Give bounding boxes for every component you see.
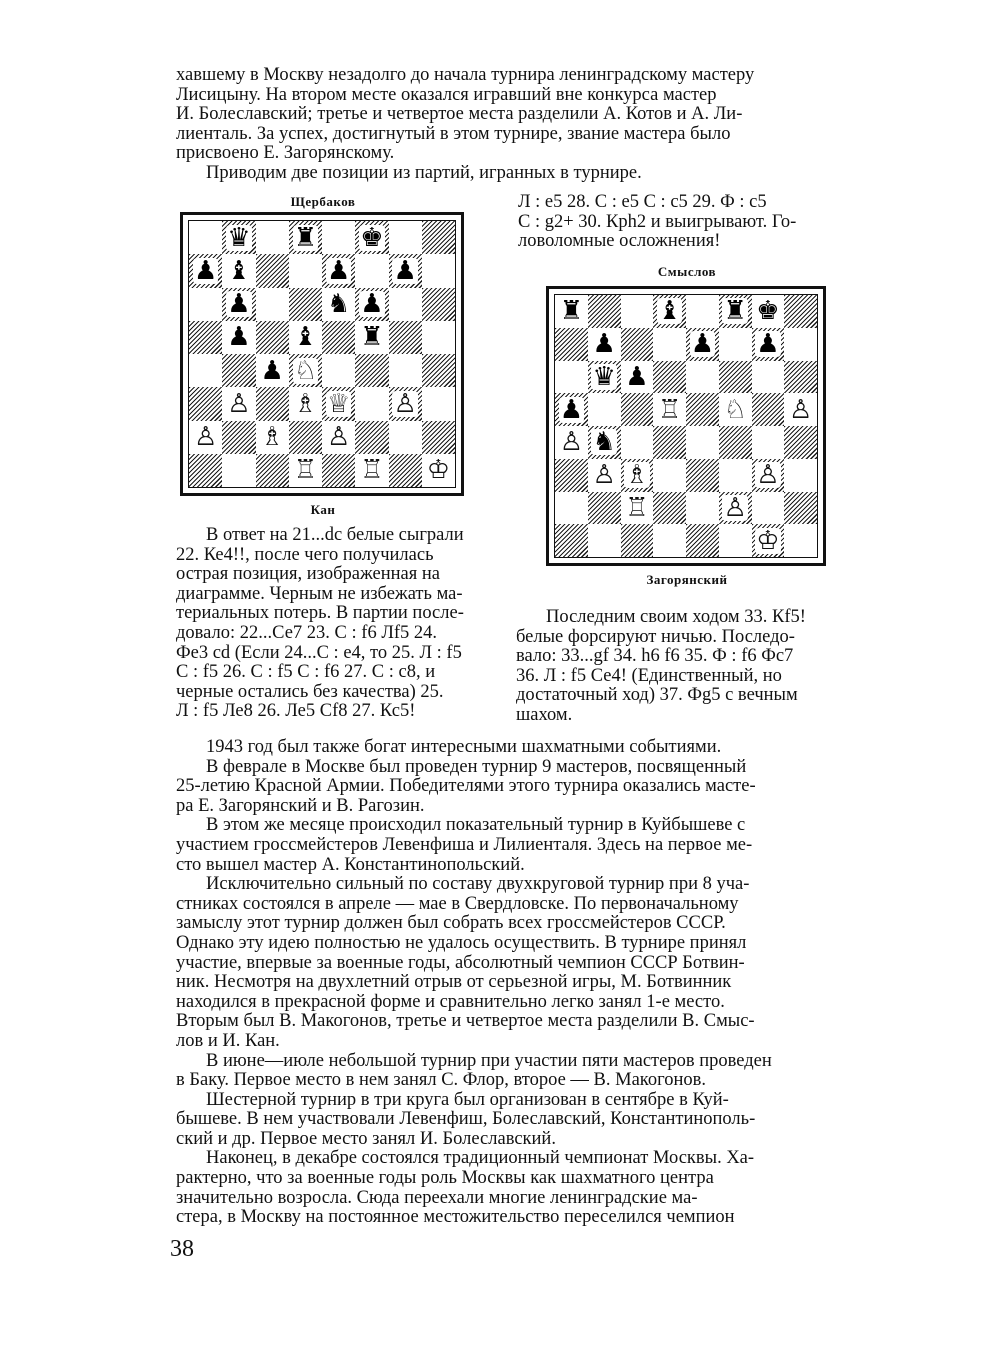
paragraph-first-line: 1943 год был также богат интересными шахматными событиями. xyxy=(206,737,722,757)
board-square xyxy=(621,459,654,492)
text-line: острая позиция, изображенная на xyxy=(176,564,440,585)
black-pawn-icon: ♟ xyxy=(360,289,384,320)
text-line: бышеве. В нем участвовали Левенфиш, Болеславский, Константинополь- xyxy=(176,1109,756,1130)
board-square xyxy=(588,524,621,557)
board-square xyxy=(422,254,455,287)
board-square xyxy=(322,354,355,387)
board-square xyxy=(256,288,289,321)
text-line: хавшему в Москву незадолго до начала турнира ленинградскому мастеру xyxy=(176,65,755,85)
board-square xyxy=(588,295,621,328)
board-square xyxy=(422,354,455,387)
board-square xyxy=(322,454,355,487)
text-line: Фе3 cd (Если 24...С : е4, то 25. Л : f5 xyxy=(176,642,462,663)
board-square xyxy=(784,328,817,361)
board-square xyxy=(222,321,255,354)
text-line: стниках состоялся в апреле — мае в Свердловске. По первоначальному xyxy=(176,893,739,914)
white-knight-icon: ♘ xyxy=(293,355,318,386)
black-king-icon: ♚ xyxy=(756,296,780,327)
white-pawn-icon: ♙ xyxy=(326,422,351,453)
board-square xyxy=(719,328,752,361)
white-king-icon: ♔ xyxy=(426,455,451,486)
board-square xyxy=(422,454,455,487)
board-square xyxy=(752,361,785,394)
text-line: шахом. xyxy=(516,704,573,725)
board-square xyxy=(686,393,719,426)
board-square xyxy=(555,426,588,459)
paragraph-first-line: В июне—июле небольшой турнир при участии пяти мастеров проведен xyxy=(206,1050,772,1071)
board-square xyxy=(555,524,588,557)
board-square xyxy=(686,459,719,492)
text-line: В ответ на 21...dc белые сыграли xyxy=(206,525,464,545)
board-square xyxy=(621,524,654,557)
black-pawn-icon: ♟ xyxy=(592,329,616,360)
black-rook-icon: ♜ xyxy=(723,296,747,327)
text-line: лов и И. Кан. xyxy=(176,1030,280,1051)
diagram1-bottom-label: Кан xyxy=(310,502,336,517)
board-square xyxy=(555,328,588,361)
text-line: диаграмме. Черным не избежать ма- xyxy=(176,583,463,604)
text-line: С : f5 26. С : f5 С : f6 27. С : с8, и xyxy=(176,662,436,683)
board-square xyxy=(752,459,785,492)
text-line: рактерно, что за военные годы роль Москвы как шахматного центра xyxy=(176,1168,714,1189)
text-line: териальных потерь. В партии после- xyxy=(176,603,464,624)
board-square xyxy=(355,288,388,321)
board-square xyxy=(355,387,388,420)
diagram2-commentary xyxy=(516,608,836,726)
text-line: в Баку. Первое место в нем занял С. Флор, второе — В. Макогонов. xyxy=(176,1070,706,1091)
page-number: 38 xyxy=(170,1236,194,1262)
board-square xyxy=(422,387,455,420)
board-square xyxy=(322,254,355,287)
text-line: находился в прекрасной форме и сравнительно легко занял 1-е место. xyxy=(176,991,725,1012)
board-square xyxy=(784,426,817,459)
board-square xyxy=(222,288,255,321)
board-square xyxy=(653,492,686,525)
white-rook-icon: ♖ xyxy=(657,394,682,425)
paragraph-first-line: Наконец, в декабре состоялся традиционный чемпионат Москвы. Ха- xyxy=(206,1148,755,1169)
white-pawn-icon: ♙ xyxy=(723,492,747,523)
white-pawn-icon: ♙ xyxy=(227,388,251,419)
board-square xyxy=(752,328,785,361)
text-line: участие, впервые за военные годы, абсолютный чемпион СССР Ботвин- xyxy=(176,952,745,973)
board-square xyxy=(686,426,719,459)
white-bishop-icon: ♗ xyxy=(293,388,318,419)
text-line: Последним своим ходом 33. Кf5! xyxy=(546,607,806,627)
black-pawn-icon: ♟ xyxy=(625,361,649,392)
board-square xyxy=(189,454,222,487)
diagram1-board-frame xyxy=(180,212,464,496)
board-square xyxy=(289,421,322,454)
board-square xyxy=(322,288,355,321)
board-square xyxy=(784,459,817,492)
intro-line: Приводим две позиции из партий, игранных в турнире. xyxy=(206,162,642,183)
diagram2-bottom-label: Загорянский xyxy=(646,572,728,587)
text-line: ский и др. Первое место занял И. Болеславский. xyxy=(176,1128,556,1149)
board-square xyxy=(222,421,255,454)
text-line: достаточный ход) 37. Фg5 с вечным xyxy=(516,685,798,706)
white-pawn-icon: ♙ xyxy=(559,427,584,458)
board-square xyxy=(719,295,752,328)
board-square xyxy=(389,254,422,287)
board-square xyxy=(289,254,322,287)
white-pawn-icon: ♙ xyxy=(393,388,417,419)
black-rook-icon: ♜ xyxy=(293,222,318,253)
text-line: 36. Л : f5 Се4! (Единственный, но xyxy=(516,665,782,686)
board-square xyxy=(189,387,222,420)
text-line: Л : f5 Ле8 26. Ле5 Сf8 27. Кс5! xyxy=(176,701,416,722)
board-square xyxy=(653,524,686,557)
black-pawn-icon: ♟ xyxy=(393,255,417,286)
board-square xyxy=(719,459,752,492)
board-square xyxy=(189,288,222,321)
board-square xyxy=(686,524,719,557)
board-square xyxy=(588,426,621,459)
board-square xyxy=(719,492,752,525)
board-square xyxy=(588,393,621,426)
board-square xyxy=(588,328,621,361)
board-square xyxy=(189,421,222,454)
board-square xyxy=(222,354,255,387)
text-line: замыслу этот турнир должен был собрать всех гроссмейстеров СССР. xyxy=(176,913,726,934)
white-rook-icon: ♖ xyxy=(293,455,318,486)
board-square xyxy=(621,426,654,459)
text-line: 25-летию Красной Армии. Победителями этого турнира оказались масте- xyxy=(176,776,756,797)
black-queen-icon: ♛ xyxy=(592,361,616,392)
board-square xyxy=(621,328,654,361)
black-pawn-icon: ♟ xyxy=(193,255,218,286)
continuation-text xyxy=(518,193,836,252)
board-square xyxy=(752,524,785,557)
board-square xyxy=(389,321,422,354)
board-square xyxy=(588,459,621,492)
board-square xyxy=(322,221,355,254)
board-square xyxy=(752,393,785,426)
board-square xyxy=(289,387,322,420)
board-square xyxy=(355,354,388,387)
board-square xyxy=(289,454,322,487)
board-square xyxy=(555,492,588,525)
black-rook-icon: ♜ xyxy=(360,322,384,353)
board-square xyxy=(653,295,686,328)
board-square xyxy=(653,361,686,394)
board-square xyxy=(189,221,222,254)
board-square xyxy=(719,524,752,557)
board-square xyxy=(621,295,654,328)
board-square xyxy=(256,254,289,287)
board-square xyxy=(555,295,588,328)
board-square xyxy=(355,221,388,254)
black-bishop-icon: ♝ xyxy=(227,255,251,286)
board-square xyxy=(322,421,355,454)
black-queen-icon: ♛ xyxy=(227,222,251,253)
board-square xyxy=(389,221,422,254)
text-line: ник. Несмотря на двухлетний отрыв от серьезной игры, М. Ботвинник xyxy=(176,972,732,993)
paragraph-first-line: Исключительно сильный по составу двухкруговой турнир при 8 уча- xyxy=(206,874,750,895)
black-pawn-icon: ♟ xyxy=(227,289,251,320)
board-square xyxy=(389,454,422,487)
text-line: И. Болеславский; третье и четвертое места разделили А. Котов и А. Ли- xyxy=(176,104,743,125)
black-knight-icon: ♞ xyxy=(326,289,351,320)
black-rook-icon: ♜ xyxy=(559,296,584,327)
board-square xyxy=(289,354,322,387)
text-line: С : g2+ 30. Крh2 и выигрывают. Го- xyxy=(518,211,797,232)
board-square xyxy=(222,221,255,254)
white-pawn-icon: ♙ xyxy=(788,394,813,425)
text-line: вало: 33...gf 34. h6 f6 35. Ф : f6 Фс7 xyxy=(516,646,794,667)
white-bishop-icon: ♗ xyxy=(625,460,649,491)
board-square xyxy=(686,328,719,361)
board-square xyxy=(256,421,289,454)
board-square xyxy=(588,492,621,525)
board-square xyxy=(389,288,422,321)
white-knight-icon: ♘ xyxy=(723,394,747,425)
board-square xyxy=(555,459,588,492)
board-square xyxy=(784,361,817,394)
board-square xyxy=(719,361,752,394)
board-square xyxy=(389,354,422,387)
board-square xyxy=(289,321,322,354)
black-pawn-icon: ♟ xyxy=(756,329,780,360)
text-line: черные остались без качества) 25. xyxy=(176,681,444,702)
top-paragraph xyxy=(176,66,834,184)
board-square xyxy=(256,354,289,387)
board-square xyxy=(322,387,355,420)
board-square xyxy=(189,354,222,387)
black-pawn-icon: ♟ xyxy=(559,394,584,425)
paragraph-first-line: Шестерной турнир в три круга был организован в сентябре в Куй- xyxy=(206,1089,729,1110)
board-square xyxy=(189,321,222,354)
text-line: Лисицыну. На втором месте оказался игравший вне конкурса мастер xyxy=(176,84,717,105)
white-rook-icon: ♖ xyxy=(625,492,649,523)
white-rook-icon: ♖ xyxy=(360,455,384,486)
board-square xyxy=(256,221,289,254)
board-square xyxy=(222,254,255,287)
paragraph-first-line: В этом же месяце происходил показательный турнир в Куйбышеве с xyxy=(206,815,746,836)
board-square xyxy=(686,295,719,328)
diagram1-commentary xyxy=(176,526,486,722)
board-square xyxy=(784,295,817,328)
board-square xyxy=(588,361,621,394)
black-pawn-icon: ♟ xyxy=(326,255,351,286)
board-square xyxy=(752,295,785,328)
text-line: белые форсируют ничью. Последо- xyxy=(516,626,795,647)
diagram2-top-label: Смыслов xyxy=(657,264,717,279)
text-line: ра Е. Загорянский и В. Рагозин. xyxy=(176,795,425,816)
text-line: Л : е5 28. С : е5 С : с5 29. Ф : с5 xyxy=(518,192,767,212)
board-square xyxy=(784,492,817,525)
text-line: лиенталь. За успех, достигнутый в этом турнире, звание мастера было xyxy=(176,123,731,144)
board-square xyxy=(752,492,785,525)
text-line: 22. Ке4!!, после чего получилась xyxy=(176,544,434,565)
board-square xyxy=(256,321,289,354)
board-square xyxy=(719,426,752,459)
board-square xyxy=(686,492,719,525)
diagram2-board-frame xyxy=(546,286,826,566)
board-square xyxy=(653,459,686,492)
board-square xyxy=(719,393,752,426)
board-square xyxy=(355,254,388,287)
text-line: ловоломные осложнения! xyxy=(518,231,721,252)
board-square xyxy=(422,288,455,321)
main-text xyxy=(176,738,834,1228)
board-square xyxy=(289,288,322,321)
text-line: стера, в Москву на постоянное местожительство переселился чемпион xyxy=(176,1207,735,1228)
white-bishop-icon: ♗ xyxy=(260,422,284,453)
board-square xyxy=(653,426,686,459)
board-square xyxy=(389,387,422,420)
white-pawn-icon: ♙ xyxy=(193,422,218,453)
board-square xyxy=(389,421,422,454)
board-square xyxy=(256,454,289,487)
board-square xyxy=(686,361,719,394)
paragraph-first-line: В феврале в Москве был проведен турнир 9 мастеров, посвященный xyxy=(206,756,747,777)
board-square xyxy=(189,254,222,287)
black-bishop-icon: ♝ xyxy=(657,296,682,327)
white-pawn-icon: ♙ xyxy=(592,460,616,491)
board-square xyxy=(355,321,388,354)
black-bishop-icon: ♝ xyxy=(293,322,318,353)
text-line: Однако эту идею полностью не удалось осуществить. В турнире принял xyxy=(176,932,747,953)
board-square xyxy=(555,361,588,394)
diagram2-chessboard xyxy=(554,294,818,558)
text-line: сто вышел мастер А. Константинопольский. xyxy=(176,854,525,875)
board-square xyxy=(256,387,289,420)
text-line: присвоено Е. Загорянскому. xyxy=(176,143,395,164)
black-knight-icon: ♞ xyxy=(592,427,616,458)
board-square xyxy=(555,393,588,426)
text-line: значительно возросла. Сюда переехали многие ленинградские ма- xyxy=(176,1187,698,1208)
board-square xyxy=(784,524,817,557)
board-square xyxy=(752,426,785,459)
board-square xyxy=(621,393,654,426)
board-square xyxy=(289,221,322,254)
diagram1-top-label: Щербаков xyxy=(290,194,356,209)
text-line: довало: 22...Се7 23. С : f6 Лf5 24. xyxy=(176,622,438,643)
board-square xyxy=(653,393,686,426)
board-square xyxy=(422,321,455,354)
board-square xyxy=(653,328,686,361)
black-pawn-icon: ♟ xyxy=(260,355,284,386)
diagram1-chessboard xyxy=(188,220,456,488)
board-square xyxy=(422,221,455,254)
board-square xyxy=(355,421,388,454)
board-square xyxy=(355,454,388,487)
black-pawn-icon: ♟ xyxy=(227,322,251,353)
board-square xyxy=(222,387,255,420)
board-square xyxy=(621,492,654,525)
white-queen-icon: ♕ xyxy=(326,388,351,419)
board-square xyxy=(222,454,255,487)
text-line: Вторым был В. Макогонов, третье и четвертое места разделили В. Смыс- xyxy=(176,1011,755,1032)
text-line: участием гроссмейстеров Левенфиша и Лилиенталя. Здесь на первое ме- xyxy=(176,834,753,855)
black-king-icon: ♚ xyxy=(360,222,384,253)
board-square xyxy=(621,361,654,394)
black-pawn-icon: ♟ xyxy=(690,329,715,360)
white-king-icon: ♔ xyxy=(756,525,780,556)
board-square xyxy=(784,393,817,426)
board-square xyxy=(422,421,455,454)
board-square xyxy=(322,321,355,354)
white-pawn-icon: ♙ xyxy=(756,460,780,491)
